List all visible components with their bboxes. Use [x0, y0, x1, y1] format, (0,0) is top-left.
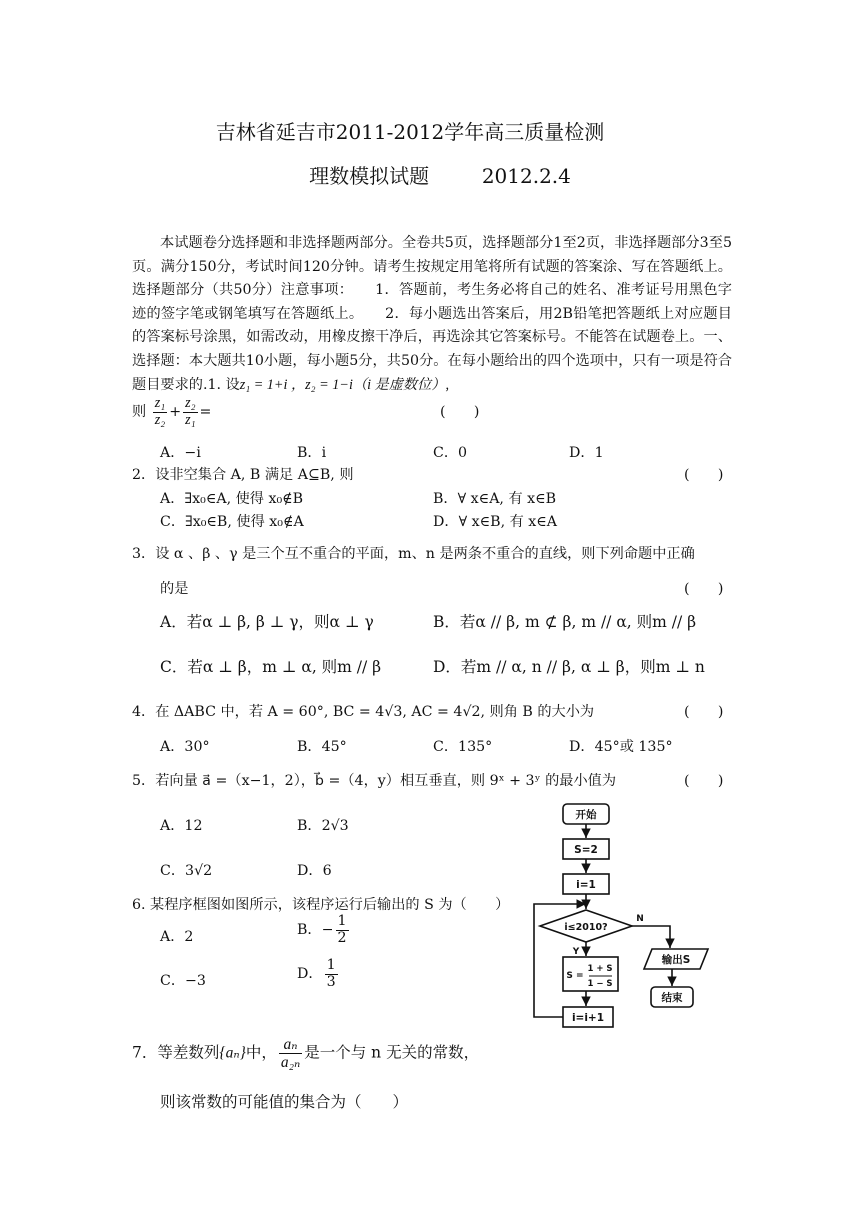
q7-stem-cont: 则该常数的可能值的集合为（ ）	[160, 1093, 409, 1111]
q7-stem-b: 中，	[245, 1043, 277, 1062]
q7-ratio: $\frac{\text{aₙ}}{\text{a₂ₙ}}$	[280, 1036, 301, 1072]
no-label: N	[636, 914, 644, 924]
q1-option-a: A．−i	[160, 445, 201, 461]
q6-option-b-sign: −	[321, 922, 334, 939]
q2-option-d: D．∀ x∈B, 有 x∈A	[433, 514, 558, 530]
q5-option-a: A．12	[160, 818, 203, 834]
instructions	[132, 232, 732, 397]
q4-option-c: C．135°	[433, 739, 493, 755]
q1-option-c: C．0	[433, 445, 468, 461]
q7-stem-c: 是一个与 n 无关的常数，	[304, 1043, 480, 1062]
condition-label: i≤2010?	[564, 922, 608, 933]
q4-option-b: B．45°	[297, 739, 347, 755]
q1-expression: 则 $\frac{\text{z₁}}{\text{z₂}}$ + $\frac{\text{z₂}}{\text{z₁}}$ =	[132, 395, 212, 428]
q6-option-d-label: D．	[297, 966, 323, 983]
q4-option-d: D．45°或 135°	[569, 739, 673, 755]
q3-option-c: C．若α ⊥ β，m ⊥ α, 则m // β	[160, 658, 382, 676]
q6-option-b	[297, 914, 351, 946]
q1-option-d: D．1	[569, 445, 604, 461]
title-line-2	[0, 160, 860, 189]
q3-option-a: A．若α ⊥ β, β ⊥ γ，则α ⊥ γ	[160, 613, 374, 631]
q6-option-d	[297, 958, 340, 990]
q7-stem	[132, 1036, 479, 1071]
update-s-numerator: 1 + S	[587, 964, 613, 974]
q1-option-b: B．i	[297, 445, 327, 461]
yes-label: Y	[572, 947, 580, 957]
q4-answer-bracket: ( )	[684, 704, 724, 720]
q3-option-d: D．若m // α, n // β, α ⊥ β，则m ⊥ n	[433, 658, 705, 676]
q2-option-c: C．∃x₀∈B, 使得 x₀∉A	[160, 514, 304, 530]
program-flowchart	[520, 796, 730, 1046]
q3-stem-cont: 的是	[160, 581, 189, 597]
q7-stem-a: 7．等差数列	[132, 1043, 220, 1062]
q4-stem: 4．在 ΔABC 中，若 A = 60°, BC = 4√3, AC = 4√2, 则角 B 的大小为	[132, 704, 595, 720]
init-i-label: i=1	[576, 879, 596, 891]
q6-option-a: A．2	[160, 929, 194, 945]
end-label: 结束	[661, 992, 683, 1004]
q5-stem: 5．若向量 a⃗ =（x−1，2），b⃗ =（4，y）相互垂直，则 9ˣ + 3ʸ 的最小值为	[132, 773, 617, 789]
fraction-z2-z1: $\frac{\text{z₂}}{\text{z₁}}$	[185, 395, 196, 428]
q5-answer-bracket: ( )	[684, 773, 724, 789]
start-label: 开始	[575, 809, 597, 821]
q2-stem: 2．设非空集合 A, B 满足 A⊆B, 则	[132, 467, 354, 483]
q1-lead: 则	[132, 404, 147, 421]
q3-option-b: B．若α // β, m ⊄ β, m // α, 则m // β	[433, 613, 697, 631]
title-line-1: 吉林省延吉市2011-2012学年高三质量检测	[215, 120, 605, 144]
q6-stem: 6. 某程序框图如图所示，该程序运行后输出的 S 为（ ）	[132, 897, 510, 913]
q2-option-b: B．∀ x∈A, 有 x∈B	[433, 491, 557, 507]
q1-answer-bracket: ( )	[440, 404, 480, 420]
q2-answer-bracket: ( )	[684, 467, 724, 483]
fraction-one-third: $\frac{1}{3}$	[326, 957, 336, 990]
q6-option-b-label: B．	[297, 922, 322, 939]
q5-option-b: B．2√3	[297, 818, 349, 834]
q7-sequence: {aₙ}	[219, 1044, 246, 1062]
output-label: 输出S	[661, 954, 691, 966]
q5-option-c: C．3√2	[160, 863, 213, 879]
update-s-lhs: S =	[566, 971, 584, 981]
fraction-one-half: $\frac{1}{2}$	[337, 913, 347, 946]
q2-option-a: A．∃x₀∈A, 使得 x₀∉B	[160, 491, 304, 507]
fraction-z1-z2: $\frac{\text{z₁}}{\text{z₂}}$	[154, 395, 166, 428]
q3-answer-bracket: ( )	[684, 581, 724, 597]
q3-stem: 3．设 α 、β 、γ 是三个互不重合的平面，m、n 是两条不重合的直线，则下列命题中正确	[132, 546, 695, 562]
subtitle: 理数模拟试题	[309, 164, 430, 188]
q6-option-c: C．−3	[160, 973, 206, 989]
q1-stem: z₁ = 1+i ，z₂ = 1−i（i 是虚数位）,	[239, 376, 450, 393]
increment-label: i=i+1	[571, 1012, 605, 1024]
q5-option-d: D．6	[297, 863, 332, 879]
instructions-text: 本试题卷分选择题和非选择题两部分。全卷共5页，选择题部分1至2页，非选择题部分3至5页。满分150分，考试时间120分钟。请考生按规定用笔将所有试题的答案涂、写在答题纸上。选择题部分（共50分）注意事项： 1．答题前，考生务必将自己的姓名、准考证号用黑色字迹的签字笔或钢笔填写在答题纸上。 2．每小题选出答案后，用2B铅笔把答题纸上对应题目的答案标号涂黑，如需改动，用橡皮擦干净后，再选涂其它答案标号。不能答在试题卷上。一、选择题：本大题共10小题，每小题5分，共50分。在每小题给出的四个选项中，只有一项是符合题目要求的.1. 设	[132, 235, 732, 393]
update-s-denominator: 1 − S	[587, 979, 613, 989]
exam-date: 2012.2.4	[481, 164, 571, 188]
init-s-label: S=2	[574, 844, 598, 856]
q4-option-a: A．30°	[160, 739, 210, 755]
